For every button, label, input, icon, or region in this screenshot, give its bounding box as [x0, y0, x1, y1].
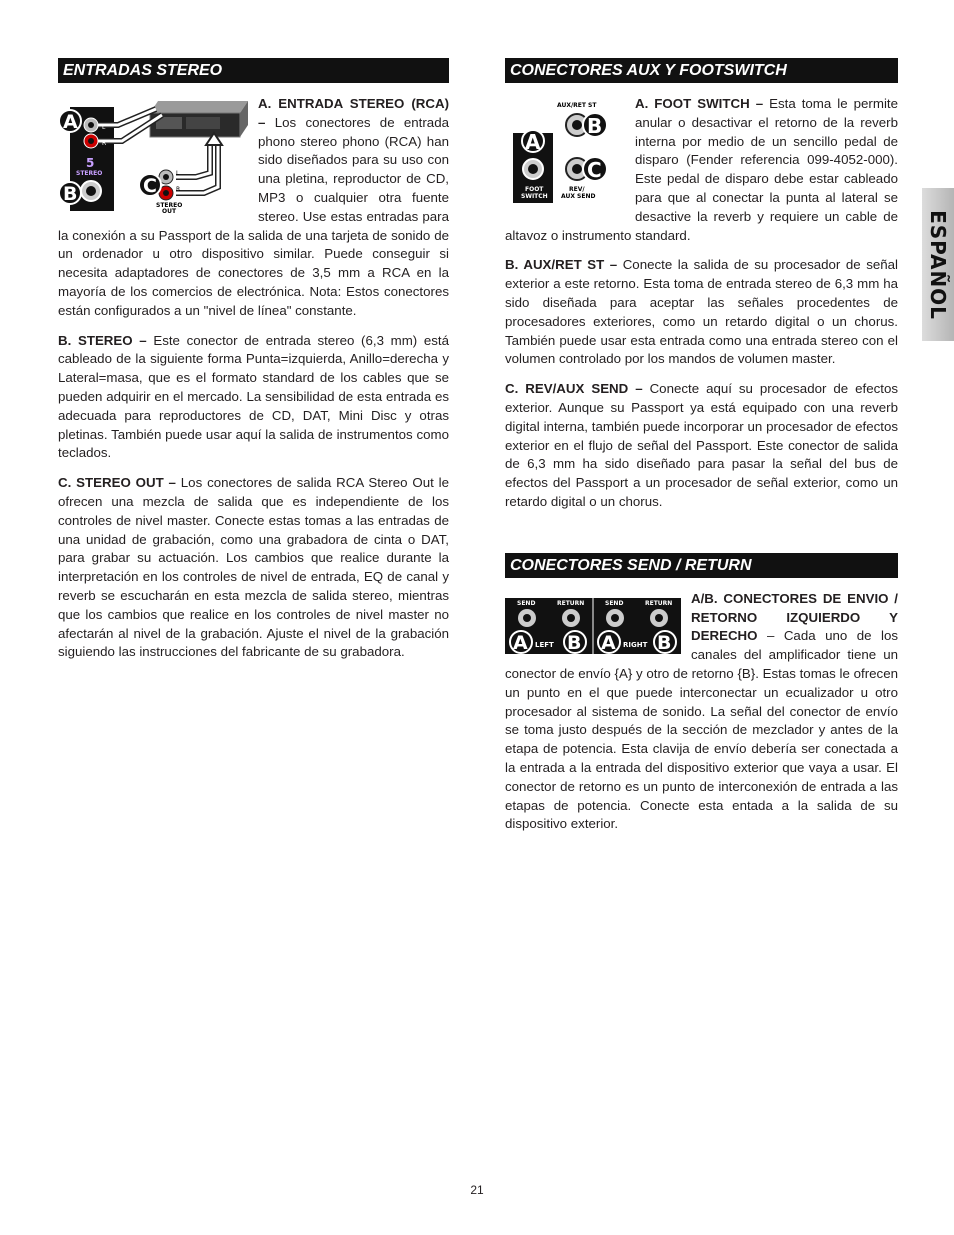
fig-label-r2: R: [176, 186, 181, 193]
section-header-send-return: CONECTORES SEND / RETURN: [505, 553, 898, 578]
paragraph-aux-ret: B. AUX/RET ST – Conecte la salida de su procesador de señal exterior a este retorno. Esta toma de entrada stereo de 6,3 mm ha sido diseñada para aceptar las señales procedentes de procesadores exteriores, como un retardo digital o un chorus. También puede usar esta entrada como una entrada stereo con el volumen controlado por los mandos de volumen master.: [505, 257, 899, 367]
fig-label-rev: REV/: [569, 186, 585, 193]
fig-label-switch: SWITCH: [521, 193, 548, 200]
paragraph-rev-aux-send: C. REV/AUX SEND – Conecte aquí su procesador de efectos exterior. Aunque su Passport ya está equipado con una reverb digital interna, también puede incorporar un procesador de efectos exterior en el flujo de señal del Passport. Este conector de salida de 6,3 mm ha sido diseñado para pasar la señal del bus de efectos del Passport a un procesador de señal exterior, como un retardo digital o un chorus.: [505, 381, 898, 509]
send-return-figure: [505, 598, 681, 654]
fig-label-l: L: [102, 124, 106, 131]
paragraph-stereo: B. STEREO – Este conector de entrada stereo (6,3 mm) está cableado de la siguiente forma Punta=izquierda, Anillo=derecha y Lateral=masa, que es el formato standard de los cables que se pueden adquirir en el mercado. La sensibilidad de esta entrada es adecuada para reproductores de CD, DAT, Mini Disc y otras pletinas. También puede usar aquí la salida de instrumentos como teclados.: [58, 332, 449, 461]
callout-b-right: B: [657, 631, 672, 654]
fig-label-l2: L: [176, 170, 180, 177]
callout-c: C: [143, 175, 157, 197]
fig-label-aux-ret: AUX/RET ST: [557, 102, 597, 109]
aux-footswitch-figure: [505, 95, 625, 215]
fig-label-aux-send: AUX SEND: [561, 193, 596, 200]
stereo-inputs-diagram: [58, 95, 248, 213]
paragraph-foot-switch: A. FOOT SWITCH – Esta toma le permite anular o desactivar el retorno de la reverb interna por medio de un sencillo pedal de disparo (Fender referencia 099-4052-000). Este pedal de disparo debe estar cableado para que al conectar la punta al lateral se desactive la reverb y requiere un cable de altavoz o instrumento standard.: [505, 96, 898, 243]
language-side-tab: [922, 188, 954, 341]
fig-label-left: LEFT: [535, 640, 554, 649]
side-tab-label: ESPAÑOL: [926, 209, 950, 320]
paragraph-send-return: A/B. CONECTORES DE ENVIO / RETORNO IZQUIERDO Y DERECHO – Cada uno de los canales del amplificador tiene un conector de envío {A} y otro de retorno {B}. Estas tomas le ofrecen un punto en el que puede interconectar un ecualizador u otro procesador al sistema de sonido. La señal del conector de envío se toma justo después de la sección de mezclador y antes de la etapa de potencia. Esta clavija de envío debería ser conectada a la entrada a la entrada del dispositivo exterior que vaya a usar. El conector de retorno es un punto de interconexión de entrada a las etapas de potencia. Conecte esta entada a la salida de su dispositivo exterior.: [505, 590, 898, 832]
fig-label-foot: FOOT: [525, 186, 544, 193]
left-column: [58, 58, 449, 673]
fig-label-stereo: STEREO: [76, 170, 103, 177]
callout-b: B: [587, 114, 603, 138]
stereo-inputs-figure: [58, 95, 248, 213]
callout-a-right: A: [601, 631, 616, 654]
fig-label-right: RIGHT: [623, 640, 648, 649]
tape-deck-icon: [150, 101, 248, 137]
callout-c: C: [587, 158, 602, 182]
fig-label-return-left: RETURN: [557, 599, 585, 607]
callout-a: A: [63, 111, 78, 133]
fig-label-send-right: SEND: [605, 599, 624, 607]
callout-b: B: [63, 183, 78, 205]
fig-label-r: R: [102, 140, 107, 147]
callout-a-left: A: [513, 631, 528, 654]
fig-label-send-left: SEND: [517, 599, 536, 607]
fig-label-5: 5: [86, 156, 95, 170]
paragraph-entrada-stereo-rca: A. ENTRADA STEREO (RCA) – Los conectores de entrada phono stereo phono (RCA) han sido diseñados para su uso con una pletina, reproductor de CD, MP3 o cualquier otra fuente stereo. Use estas entradas para la conexión a su Passport de la salida de una tarjeta de sonido de un ordenador u otro dispositivo similar. Puede conseguir si necesita adaptadores de conectores de 3,5 mm a RCA en la mayoría de los comercios de electrónica. Nota: Estos conectores están configurados a un "nivel de línea" constante.: [58, 96, 449, 318]
callout-b-left: B: [567, 631, 582, 654]
paragraph-stereo-out: C. STEREO OUT – Los conectores de salida RCA Stereo Out le ofrecen una mezcla de salida que es independiente de los controles de nivel master. Conecte estas tomas a las entradas de una unidad de grabación, como una grabadora de cinta o DAT, para grabar su actuación. Los cambios que realice durante la interpretación en los controles de nivel de entrada, EQ de canal y reverb se escucharán en esta mezcla de salida stereo, mientras que los cambios que realice en los controles de nivel master no afectarán al nivel de la grabación. Ajuste el nivel de la grabación siguiendo las instrucciones del fabricante de su grabadora.: [58, 475, 449, 660]
fig-label-stereo-out-2: OUT: [162, 208, 177, 213]
right-column: [505, 58, 898, 845]
fig-label-stereo-out-1: STEREO: [156, 202, 183, 209]
page-number: 21: [470, 1183, 484, 1197]
section-header-entradas-stereo: ENTRADAS STEREO: [58, 58, 449, 83]
callout-a: A: [525, 130, 541, 154]
fig-label-return-right: RETURN: [645, 599, 673, 607]
section-header-conectores-aux: CONECTORES AUX Y FOOTSWITCH: [505, 58, 898, 83]
